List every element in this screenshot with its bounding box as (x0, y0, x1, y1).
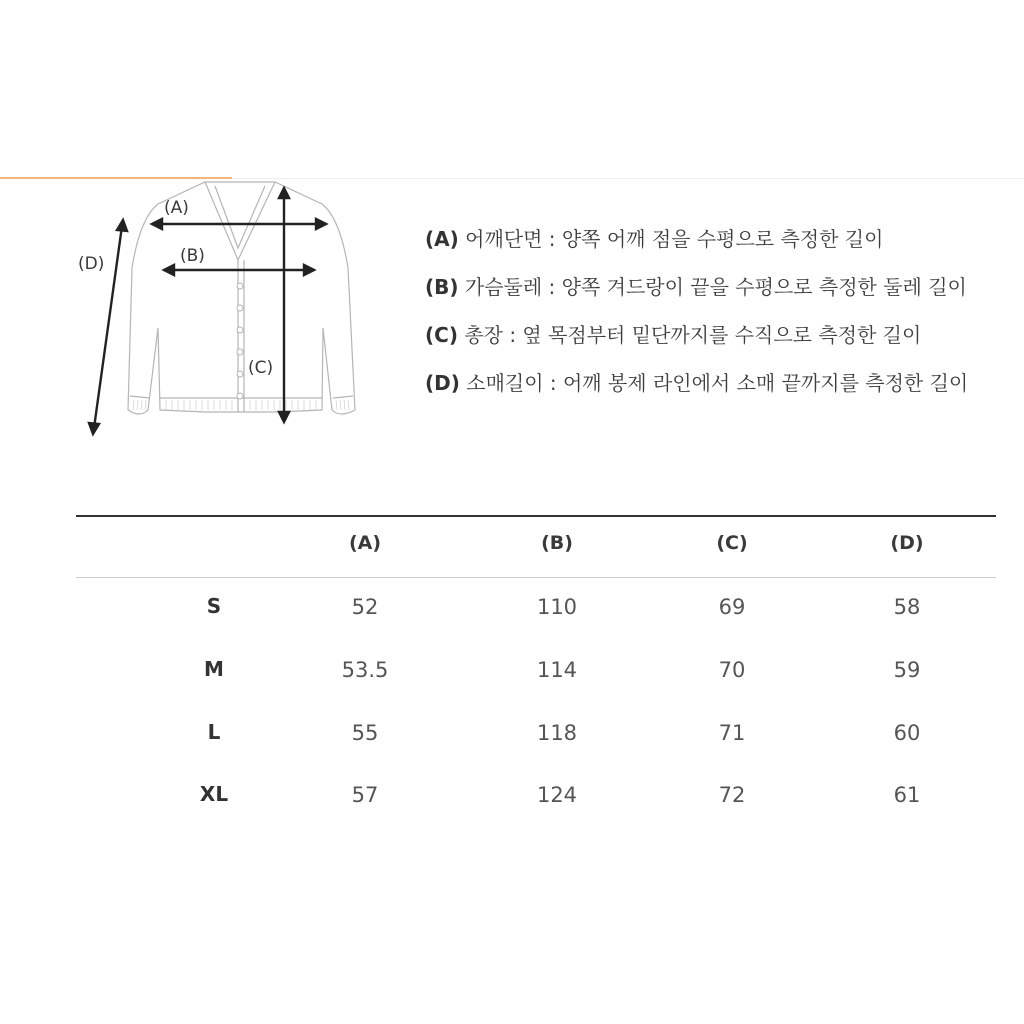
cardigan-measurement-diagram (70, 178, 370, 448)
cell-c: 69 (718, 595, 746, 619)
cell-b: 114 (536, 658, 578, 682)
legend-key: (C) (425, 323, 458, 347)
label-c: (C) (248, 358, 274, 378)
table-header-rule (76, 577, 996, 578)
cell-d: 59 (893, 658, 921, 682)
legend-item-c (425, 318, 1015, 366)
cardigan-illustration (70, 178, 370, 448)
cell-a: 53.5 (341, 658, 389, 682)
legend-text: 총장 : 옆 목점부터 밑단까지를 수직으로 측정한 길이 (457, 323, 922, 347)
header-c: (C) (716, 532, 748, 554)
cell-a: 55 (351, 721, 379, 745)
cell-b: 124 (536, 783, 578, 807)
cell-a: 52 (351, 595, 379, 619)
size-label: M (204, 657, 224, 681)
legend-item-d (425, 366, 1015, 414)
cell-c: 70 (718, 658, 746, 682)
legend-text: 가슴둘레 : 양쪽 겨드랑이 끝을 수평으로 측정한 둘레 길이 (458, 275, 967, 299)
header-d: (D) (890, 532, 924, 554)
legend-text: 소매길이 : 어깨 봉제 라인에서 소매 끝까지를 측정한 길이 (459, 371, 969, 395)
legend-key: (B) (425, 275, 459, 299)
header-b: (B) (541, 532, 573, 554)
size-label: S (206, 594, 222, 618)
table-top-rule (76, 515, 996, 517)
legend-key: (A) (425, 227, 459, 251)
cell-c: 71 (718, 721, 746, 745)
label-b: (B) (180, 246, 205, 266)
cell-d: 58 (893, 595, 921, 619)
size-label: XL (199, 782, 229, 806)
legend-key: (D) (425, 371, 460, 395)
legend-item-a (425, 222, 1015, 270)
cell-d: 61 (893, 783, 921, 807)
legend-text: 어깨단면 : 양쪽 어깨 점을 수평으로 측정한 길이 (458, 227, 884, 251)
cell-a: 57 (351, 783, 379, 807)
label-a: (A) (164, 198, 189, 218)
measurement-legend (425, 222, 1015, 414)
size-label: L (207, 720, 221, 744)
cell-c: 72 (718, 783, 746, 807)
legend-item-b (425, 270, 1015, 318)
cell-d: 60 (893, 721, 921, 745)
cell-b: 118 (536, 721, 578, 745)
label-d: (D) (78, 254, 105, 274)
cell-b: 110 (536, 595, 578, 619)
header-a: (A) (348, 532, 382, 554)
